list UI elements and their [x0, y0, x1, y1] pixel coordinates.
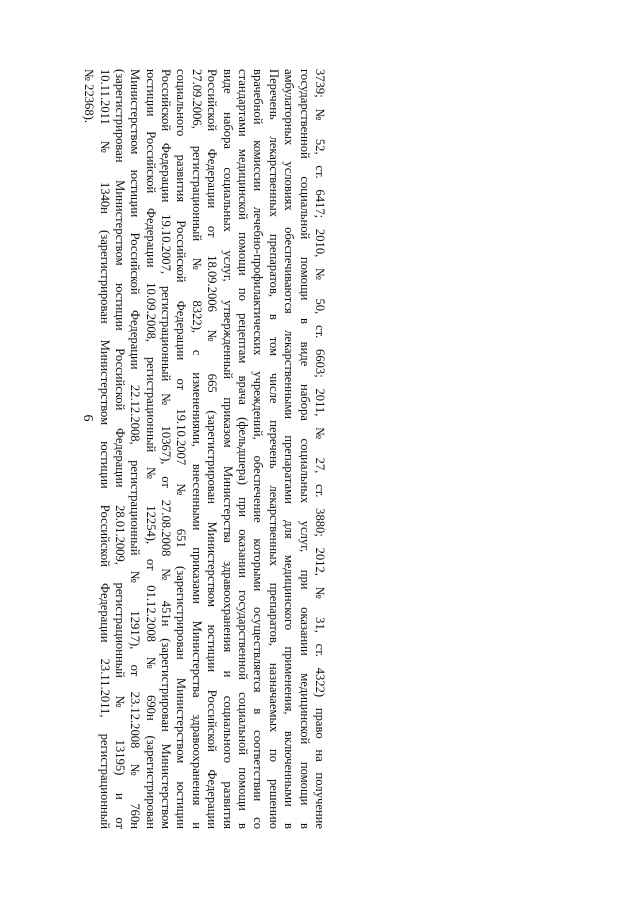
- text-line: врачебной комиссии лечебно-профилактических учреждений, обеспечение которыми осуществляется в соответствии со: [251, 69, 266, 829]
- text-line: 3739; № 52, ст. 6417; 2010, № 50, ст. 6603; 2011, № 27, ст. 3880; 2012, № 31, ст. 4322) право на получение: [313, 69, 327, 829]
- text-line: № 22368).: [82, 69, 97, 123]
- text-line: государственной социальной помощи в виде набора социальных услуг, при оказании медицинской помощи в: [297, 69, 312, 829]
- text-line: 10.11.2011 № 1340н (зарегистрирован Министерством юстиции Российской Федерации 23.11.2011, регистрационный: [97, 69, 112, 829]
- text-line: виде набора социальных услуг, утвержденный приказом Министерства здравоохранения и социального развития: [220, 69, 235, 829]
- text-line: юстиции Российской Федерации 10.09.2008, регистрационный № 12254), от 01.12.2008 № 690н (зарегистрирован: [143, 69, 158, 829]
- page-number: 6: [80, 414, 95, 422]
- text-line: стандартами медицинской помощи по рецептам врача (фельдшера) при оказании государственной социальной помощи в: [236, 69, 251, 829]
- document-body-text: [57, 69, 327, 829]
- text-line: 27.09.2006, регистрационный № 8322), с изменениями, внесенными приказами Министерства здравоохранения и: [189, 69, 204, 829]
- text-line: (зарегистрирован Министерством юстиции Российской Федерации 28.01.2009, регистрационный № 13195) и от: [112, 69, 127, 829]
- text-line: амбулаторных условиях обеспечиваются лекарственными препаратами для медицинского применения, включенными в: [282, 69, 297, 829]
- text-line: социального развития Российской Федерации от 19.10.2007 № 651 (зарегистрирован Министерством юстиции: [174, 69, 189, 829]
- document-body-wrapper: [57, 69, 327, 829]
- text-line: Российской Федерации 19.10.2007, регистрационный № 10367), от 27.08.2008 № 451н (зарегистрирован Министерством: [159, 69, 174, 829]
- text-line: Российской Федерации от 18.09.2006 № 665 (зарегистрирован Министерством юстиции Российской Федерации: [205, 69, 220, 829]
- text-line: Министерством юстиции Российской Федерации 22.12.2008, регистрационный № 12917), от 23.12.2008 № 760н: [128, 69, 143, 829]
- text-line: Перечень лекарственных препаратов, в том числе перечень лекарственных препаратов, назначаемых по решению: [266, 69, 281, 829]
